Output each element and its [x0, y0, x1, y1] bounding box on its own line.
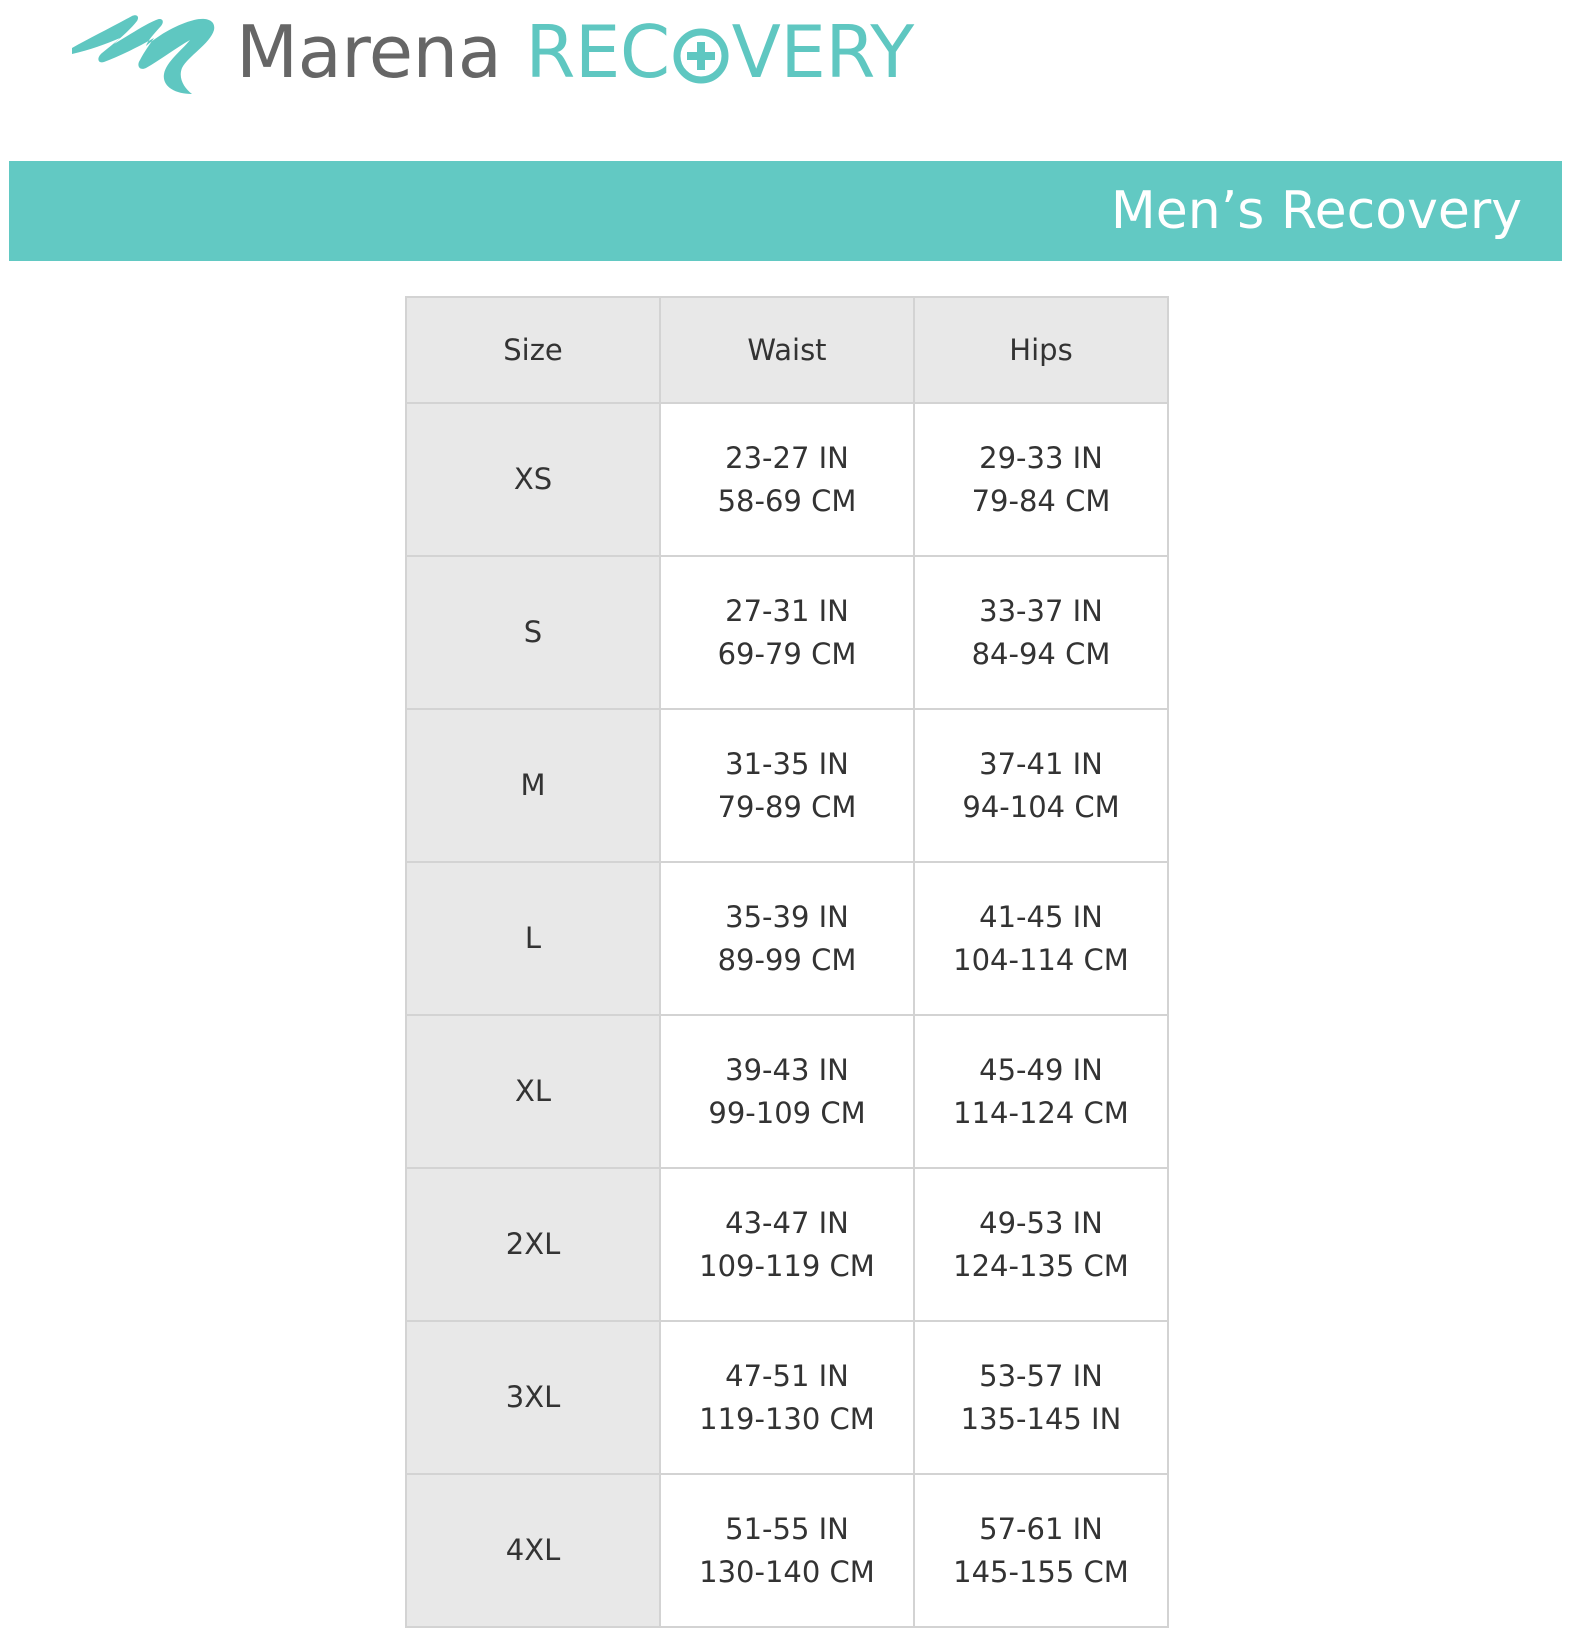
brand-name: Marena [236, 10, 502, 94]
waist-inches-value: 27-31 IN [725, 593, 849, 628]
waist-centimeters-value: 69-79 CM [717, 636, 857, 671]
table-row [406, 862, 1168, 1015]
waist-centimeters-value: 99-109 CM [708, 1095, 866, 1130]
waist-cell [660, 709, 914, 862]
hips-inches-value: 37-41 IN [979, 746, 1103, 781]
hips-inches-value: 49-53 IN [979, 1205, 1103, 1240]
product-line-suffix: VERY [731, 10, 914, 94]
waist-cell [660, 1474, 914, 1627]
table-row [406, 403, 1168, 556]
waist-cell [660, 556, 914, 709]
marena-m-swoosh-logo-icon [70, 8, 222, 96]
hips-cell [914, 1321, 1168, 1474]
column-header-hips: Hips [914, 297, 1168, 403]
waist-cell [660, 862, 914, 1015]
hips-cell [914, 556, 1168, 709]
waist-inches-value: 47-51 IN [725, 1358, 849, 1393]
hips-inches-value: 45-49 IN [979, 1052, 1103, 1087]
hips-cell [914, 403, 1168, 556]
product-line-name [525, 10, 914, 94]
hips-centimeters-value: 145-155 CM [953, 1554, 1129, 1589]
table-header-row [406, 297, 1168, 403]
brand-logo [70, 8, 914, 96]
hips-cell [914, 709, 1168, 862]
size-chart-body [406, 403, 1168, 1627]
waist-inches-value: 39-43 IN [725, 1052, 849, 1087]
waist-centimeters-value: 58-69 CM [717, 483, 857, 518]
product-line-prefix: REC [525, 10, 670, 94]
waist-cell [660, 1015, 914, 1168]
plus-circle-icon [672, 27, 730, 85]
size-cell: M [406, 709, 660, 862]
column-header-waist: Waist [660, 297, 914, 403]
hips-centimeters-value: 135-145 IN [960, 1401, 1122, 1436]
waist-centimeters-value: 130-140 CM [699, 1554, 875, 1589]
hips-cell [914, 1015, 1168, 1168]
waist-cell [660, 1321, 914, 1474]
size-cell: 3XL [406, 1321, 660, 1474]
waist-centimeters-value: 109-119 CM [699, 1248, 875, 1283]
waist-inches-value: 51-55 IN [725, 1511, 849, 1546]
waist-inches-value: 35-39 IN [725, 899, 849, 934]
column-header-size: Size [406, 297, 660, 403]
hips-centimeters-value: 84-94 CM [971, 636, 1111, 671]
size-cell: 2XL [406, 1168, 660, 1321]
hips-cell [914, 1474, 1168, 1627]
hips-inches-value: 41-45 IN [979, 899, 1103, 934]
table-row [406, 556, 1168, 709]
size-cell: L [406, 862, 660, 1015]
hips-cell [914, 862, 1168, 1015]
banner-title: Men’s Recovery [1110, 181, 1522, 241]
hips-cell [914, 1168, 1168, 1321]
size-cell: S [406, 556, 660, 709]
hips-centimeters-value: 94-104 CM [962, 789, 1120, 824]
section-banner [9, 161, 1562, 261]
waist-cell [660, 1168, 914, 1321]
waist-inches-value: 31-35 IN [725, 746, 849, 781]
waist-centimeters-value: 79-89 CM [717, 789, 857, 824]
hips-centimeters-value: 124-135 CM [953, 1248, 1129, 1283]
size-chart-table [405, 296, 1169, 1628]
size-cell: XL [406, 1015, 660, 1168]
waist-centimeters-value: 89-99 CM [717, 942, 857, 977]
table-row [406, 709, 1168, 862]
hips-inches-value: 33-37 IN [979, 593, 1103, 628]
waist-centimeters-value: 119-130 CM [699, 1401, 875, 1436]
hips-inches-value: 53-57 IN [979, 1358, 1103, 1393]
hips-centimeters-value: 79-84 CM [971, 483, 1111, 518]
table-row [406, 1474, 1168, 1627]
waist-inches-value: 23-27 IN [725, 440, 849, 475]
waist-inches-value: 43-47 IN [725, 1205, 849, 1240]
hips-inches-value: 29-33 IN [979, 440, 1103, 475]
hips-centimeters-value: 104-114 CM [953, 942, 1129, 977]
size-cell: XS [406, 403, 660, 556]
waist-cell [660, 403, 914, 556]
size-cell: 4XL [406, 1474, 660, 1627]
hips-inches-value: 57-61 IN [979, 1511, 1103, 1546]
hips-centimeters-value: 114-124 CM [953, 1095, 1129, 1130]
table-row [406, 1321, 1168, 1474]
table-row [406, 1015, 1168, 1168]
table-row [406, 1168, 1168, 1321]
